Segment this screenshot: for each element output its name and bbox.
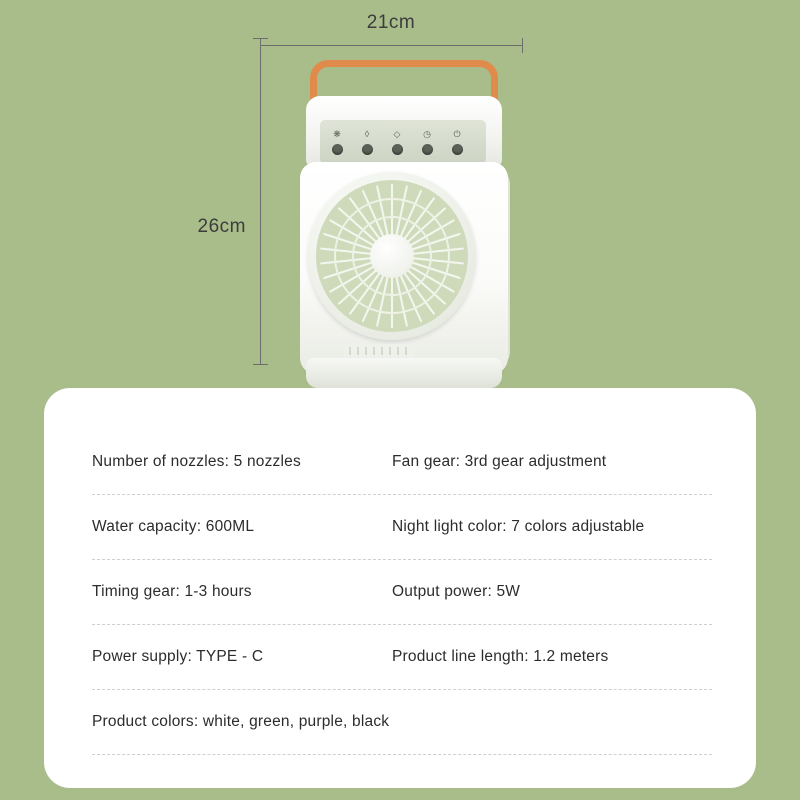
panel-button-light [392, 144, 403, 155]
height-dimension-tick-bottom [253, 364, 268, 365]
width-dimension-line [260, 45, 522, 46]
table-row [92, 625, 712, 690]
height-dimension-line [260, 38, 261, 364]
product-base [306, 358, 502, 388]
table-row [92, 495, 712, 560]
table-row [92, 690, 712, 755]
spec-night-light-color: Night light color: 7 colors adjustable [392, 518, 645, 535]
panel-button-mist [362, 144, 373, 155]
spec-timing-gear: Timing gear: 1-3 hours [92, 583, 252, 600]
spec-output-power: Output power: 5W [392, 583, 521, 600]
table-row [92, 560, 712, 625]
fan-hub [370, 234, 414, 278]
spec-card [44, 388, 756, 788]
bottom-vent [343, 344, 415, 358]
power-icon: ⏻ [453, 129, 461, 139]
panel-button-power [452, 144, 463, 155]
height-dimension-tick-top [253, 38, 268, 39]
product-image [288, 52, 518, 392]
fan-icon: ❋ [333, 129, 341, 139]
water-drop-icon: ◊ [364, 129, 370, 139]
timer-icon: ◷ [423, 129, 431, 139]
panel-button-timer [422, 144, 433, 155]
control-panel [320, 120, 486, 164]
spec-fan-gear: Fan gear: 3rd gear adjustment [392, 453, 607, 470]
width-dimension-label: 21cm [366, 12, 416, 33]
spec-water-capacity: Water capacity: 600ML [92, 518, 255, 535]
fan-grill [316, 180, 468, 332]
spec-product-colors: Product colors: white, green, purple, black [92, 713, 390, 730]
fan-grill-outer [308, 172, 476, 340]
width-dimension [258, 12, 524, 54]
spec-table [92, 430, 712, 755]
table-row [92, 430, 712, 495]
height-dimension [190, 36, 270, 366]
panel-button-fan [332, 144, 343, 155]
spec-product-line-length: Product line length: 1.2 meters [392, 648, 609, 665]
spec-power-supply: Power supply: TYPE - C [92, 648, 264, 665]
height-dimension-label: 26cm [197, 216, 246, 237]
spec-nozzles: Number of nozzles: 5 nozzles [92, 453, 301, 470]
width-dimension-tick-right [522, 38, 523, 53]
light-bulb-icon: ◇ [393, 129, 401, 139]
